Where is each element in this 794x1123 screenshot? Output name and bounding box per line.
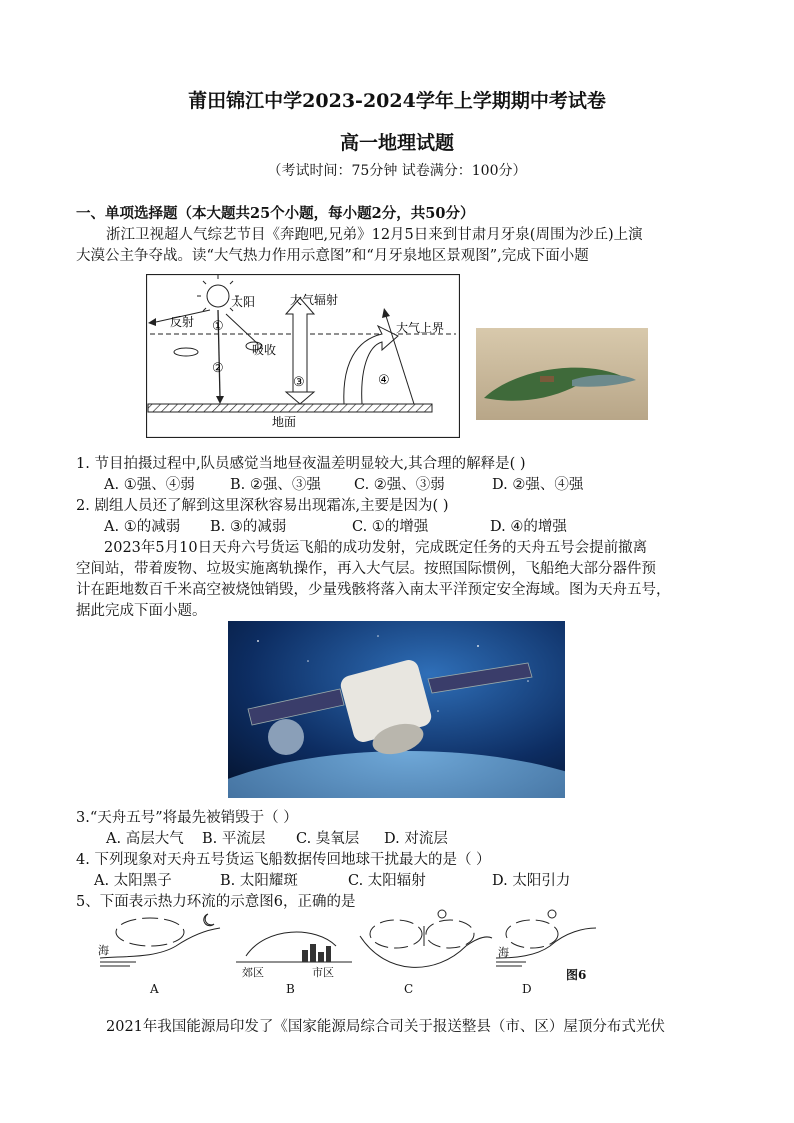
option[interactable]: A. ①强、④弱 bbox=[104, 477, 195, 493]
option[interactable]: D. ②强、④强 bbox=[492, 477, 584, 493]
ground-label: 地面 bbox=[272, 415, 297, 429]
passage-line: 据此完成下面小题。 bbox=[76, 603, 207, 619]
section-heading: 一、单项选择题（本大题共25个小题，每小题2分，共50分） bbox=[76, 205, 475, 222]
atmosphere-heating-diagram bbox=[146, 274, 460, 438]
question-stem: 4. 下列现象对天舟五号货运飞船数据传回地球干扰最大的是（ ） bbox=[76, 852, 491, 868]
option[interactable]: C. ②强、③弱 bbox=[354, 477, 445, 493]
panel-label-b: B bbox=[286, 982, 295, 996]
intro-line: 大漠公主争夺战。读“大气热力作用示意图”和“月牙泉地区景观图”,完成下面小题 bbox=[76, 248, 589, 264]
option[interactable]: A. ①的减弱 bbox=[104, 519, 181, 535]
tianzhou-spacecraft-image bbox=[228, 621, 565, 798]
sea-label: 海 bbox=[498, 946, 509, 959]
question-stem: 3.“天舟五号”将最先被销毁于（ ） bbox=[76, 810, 298, 826]
option[interactable]: A. 太阳黑子 bbox=[94, 873, 172, 889]
passage-line: 2021年我国能源局印发了《国家能源局综合司关于报送整县（市、区）屋顶分布式光伏 bbox=[106, 1019, 665, 1035]
option[interactable]: D. ④的增强 bbox=[490, 519, 567, 535]
intro-line: 浙江卫视超人气综艺节目《奔跑吧,兄弟》12月5日来到甘肃月牙泉(周围为沙丘)上演 bbox=[106, 227, 643, 243]
question-options bbox=[94, 869, 570, 890]
option[interactable]: D. 太阳引力 bbox=[492, 873, 571, 889]
passage-line: 计在距地数百千米高空被烧蚀销毁，少量残骸将落入南太平洋预定安全海域。图为天舟五号， bbox=[76, 582, 671, 598]
figure-6-thermal-circulation bbox=[96, 906, 606, 998]
option[interactable]: C. ①的增强 bbox=[352, 519, 429, 535]
marker-2: ② bbox=[212, 361, 224, 376]
option[interactable]: B. ③的减弱 bbox=[210, 519, 287, 535]
question-options bbox=[106, 827, 448, 848]
sun-label: 太阳 bbox=[231, 295, 256, 309]
crescent-lake-photo bbox=[476, 328, 648, 420]
question-stem: 1. 节目拍摄过程中,队员感觉当地昼夜温差明显较大,其合理的解释是( ) bbox=[76, 456, 526, 472]
city-label: 市区 bbox=[312, 966, 334, 979]
exam-info: （考试时间：75分钟 试卷满分：100分） bbox=[267, 163, 527, 179]
option[interactable]: B. 太阳耀斑 bbox=[220, 873, 298, 889]
option[interactable]: A. 高层大气 bbox=[106, 831, 184, 847]
figure-caption: 图6 bbox=[566, 968, 587, 982]
question-options bbox=[104, 515, 567, 536]
page-title: 莆田锦江中学2023-2024学年上学期期中考试卷 bbox=[188, 90, 606, 112]
question-stem: 2. 剧组人员还了解到这里深秋容易出现霜冻,主要是因为( ) bbox=[76, 498, 449, 514]
marker-3: ③ bbox=[293, 375, 305, 390]
atm-radiation-label: 大气辐射 bbox=[290, 293, 339, 307]
option[interactable]: B. 平流层 bbox=[202, 831, 266, 847]
reflect-label: 反射 bbox=[170, 315, 195, 329]
atm-boundary-label: 大气上界 bbox=[396, 321, 445, 335]
absorb-label: 吸收 bbox=[252, 343, 277, 357]
marker-4: ④ bbox=[378, 373, 390, 388]
option[interactable]: D. 对流层 bbox=[384, 831, 448, 847]
question-stem: 5、下面表示热力环流的示意图6，正确的是 bbox=[76, 894, 356, 910]
option[interactable]: C. 太阳辐射 bbox=[348, 873, 426, 889]
question-options bbox=[104, 473, 583, 494]
panel-label-a: A bbox=[150, 982, 159, 996]
passage-line: 空间站，带着废物、垃圾实施离轨操作，再入大气层。按照国际惯例，飞船绝大部分器件预 bbox=[76, 561, 656, 577]
panel-label-c: C bbox=[404, 982, 414, 996]
option[interactable]: B. ②强、③强 bbox=[230, 477, 321, 493]
marker-1: ① bbox=[212, 319, 224, 334]
panel-label-d: D bbox=[522, 982, 532, 996]
suburb-label: 郊区 bbox=[242, 966, 264, 979]
page-subtitle: 高一地理试题 bbox=[339, 132, 454, 154]
sea-label: 海 bbox=[98, 944, 109, 957]
passage-line: 2023年5月10日天舟六号货运飞船的成功发射，完成既定任务的天舟五号会提前撤离 bbox=[104, 540, 648, 556]
option[interactable]: C. 臭氧层 bbox=[296, 831, 360, 847]
